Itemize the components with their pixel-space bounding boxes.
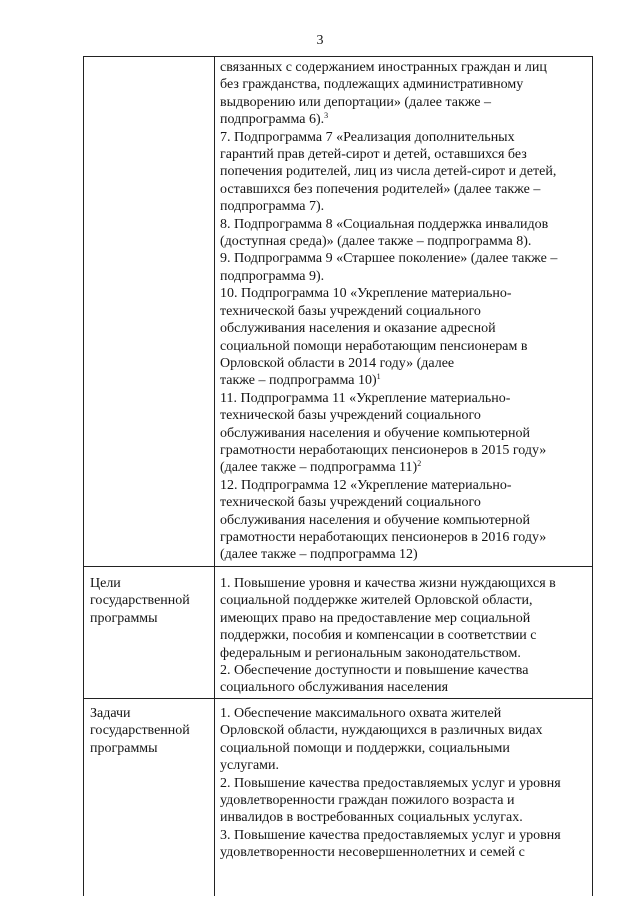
text-line: 11. Подпрограмма 11 «Укрепление материально- (220, 390, 511, 406)
text-line: технической базы учреждений социального (220, 303, 481, 319)
text-line: услугами. (220, 758, 280, 774)
text-line: 9. Подпрограмма 9 «Старшее поколение» (далее также – (220, 251, 558, 267)
text-line: Орловской области, нуждающихся в различных видах (220, 723, 543, 739)
text-line-body: подпрограмма 6). (220, 112, 325, 128)
text-line: социальной поддержке жителей Орловской области, (220, 593, 533, 609)
row-content-subprograms (215, 57, 593, 567)
text-line: 7. Подпрограмма 7 «Реализация дополнительных (220, 129, 515, 145)
text-line: 3. Повышение качества предоставляемых услуг и уровня (220, 827, 561, 843)
footnote-mark: 3 (324, 111, 329, 121)
row-content-goals (215, 567, 593, 699)
label-line: государственной (90, 593, 190, 609)
text-line: удовлетворенности несовершеннолетних и семей с (220, 845, 525, 861)
text-line: грамотности неработающих пенсионеров в 2015 году» (220, 442, 547, 458)
text-line: поддержки, пособия и компенсации в соответствии с (220, 628, 537, 644)
text-line: 2. Обеспечение доступности и повышение качества (220, 663, 529, 679)
text-line: попечения родителей, лиц из числа детей-сирот и детей, (220, 164, 557, 180)
label-line: программы (90, 740, 158, 756)
text-line: 2. Повышение качества предоставляемых услуг и уровня (220, 775, 561, 791)
label-line: Цели (90, 576, 121, 591)
text-line: подпрограмма 7). (220, 199, 325, 215)
text-line: обслуживания населения и обучение компьютерной (220, 425, 530, 441)
footnote-mark: 1 (376, 372, 381, 382)
row-label-empty (84, 57, 215, 567)
text-line: (доступная среда)» (далее также – подпрограмма 8). (220, 234, 532, 250)
text-line: связанных с содержанием иностранных граждан и лиц (220, 60, 547, 75)
footnote-mark: 2 (417, 459, 422, 469)
label-line: Задачи (90, 706, 131, 721)
text-line: оставшихся без попечения родителей» (далее также – (220, 181, 541, 197)
text-line: удовлетворенности граждан пожилого возраста и (220, 793, 515, 809)
text-line (220, 459, 588, 476)
text-line: без гражданства, подлежащих административному (220, 77, 524, 93)
text-line: Орловской области в 2014 году» (далее (220, 355, 455, 371)
text-line: технической базы учреждений социального (220, 495, 481, 511)
text-line: 1. Повышение уровня и качества жизни нуждающихся в (220, 576, 556, 591)
text-line (220, 372, 588, 389)
text-line: 1. Обеспечение максимального охвата жителей (220, 706, 502, 721)
text-line: социального обслуживания населения (220, 680, 449, 696)
text-line: 8. Подпрограмма 8 «Социальная поддержка инвалидов (220, 216, 549, 232)
row-label-tasks (84, 699, 215, 896)
text-line: 12. Подпрограмма 12 «Укрепление материально- (220, 477, 512, 493)
row-label-goals (84, 567, 215, 699)
text-line-body: (далее также – подпрограмма 11) (220, 460, 418, 476)
text-line: выдворению или депортации» (далее также – (220, 94, 491, 110)
text-line: социальной помощи неработающим пенсионерам в (220, 338, 528, 354)
text-line: 10. Подпрограмма 10 «Укрепление материально- (220, 286, 512, 302)
text-line: инвалидов в востребованных социальных услугах. (220, 810, 523, 826)
text-line: социальной помощи и поддержки, социальными (220, 740, 510, 756)
label-line: государственной (90, 723, 190, 739)
label-line: программы (90, 610, 158, 626)
text-line: грамотности неработающих пенсионеров в 2016 году» (220, 529, 547, 545)
text-line: федеральным и региональным законодательством. (220, 645, 521, 661)
text-line: подпрограмма 9). (220, 268, 325, 284)
text-line: (далее также – подпрограмма 12) (220, 547, 418, 563)
table-row-tasks (84, 699, 593, 896)
table-row-subprograms (84, 57, 593, 567)
text-line: обслуживания населения и оказание адресной (220, 321, 496, 337)
text-line: гарантий прав детей-сирот и детей, оставшихся без (220, 147, 527, 163)
text-line-body: также – подпрограмма 10) (220, 373, 377, 389)
table-row-goals (84, 567, 593, 699)
text-line: технической базы учреждений социального (220, 408, 481, 424)
program-passport-table (83, 56, 593, 896)
text-line (220, 111, 588, 128)
text-line: имеющих право на предоставление мер социальной (220, 610, 531, 626)
page-number: 3 (316, 33, 324, 48)
row-content-tasks (215, 699, 593, 896)
text-line: обслуживания населения и обучение компьютерной (220, 512, 530, 528)
